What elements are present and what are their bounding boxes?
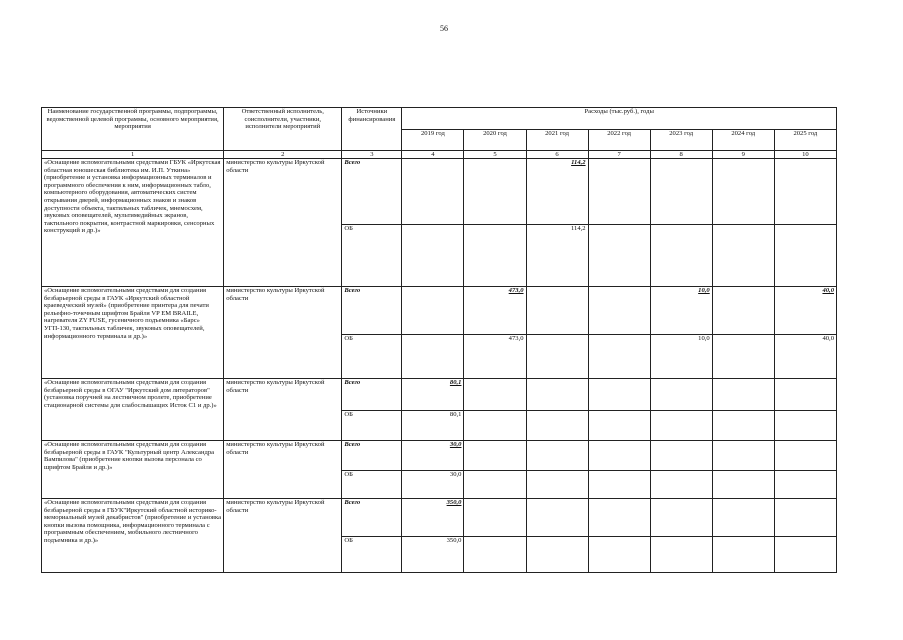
table-row — [42, 499, 837, 537]
column-number: 9 — [712, 151, 774, 159]
ob-value: 473,0 — [464, 335, 526, 379]
ob-value — [464, 225, 526, 287]
ob-value — [588, 411, 650, 441]
measure-name: «Оснащение вспомогательными средствами для создания безбарьерной среды в ОГАУ "Иркутский дом литераторов" (установка поручней на лестничном пролете, приобретение стационарной системы для слабослышащих Исток С1 и др.)» — [42, 379, 224, 441]
column-number: 5 — [464, 151, 526, 159]
header-year: 2021 год — [526, 130, 588, 151]
total-value — [464, 499, 526, 537]
source-ob-label: ОБ — [342, 471, 402, 499]
total-value: 30,0 — [402, 441, 464, 471]
column-number: 8 — [650, 151, 712, 159]
ob-value — [774, 411, 836, 441]
ob-value — [712, 411, 774, 441]
total-value — [402, 287, 464, 335]
measure-name: «Оснащение вспомогательными средствами для создания безбарьерной среды в ГАУК "Культурный центр Александра Вампилова" (приобретение кнопки вызова персонала со шрифтом Брайля и др.)» — [42, 441, 224, 499]
source-total-label: Всего — [344, 499, 361, 506]
total-value — [588, 441, 650, 471]
total-value — [774, 499, 836, 537]
total-value — [588, 379, 650, 411]
ob-value — [712, 335, 774, 379]
header-year: 2019 год — [402, 130, 464, 151]
ob-value — [650, 471, 712, 499]
total-value — [588, 159, 650, 225]
source-total-label: Всего — [344, 441, 361, 448]
total-value — [650, 441, 712, 471]
header-name: Наименование государственной программы, подпрограммы, ведомственной целевой программы, основного мероприятия, мероприятия — [42, 108, 224, 151]
header-sources: Источники финансирования — [342, 108, 402, 151]
total-value — [464, 379, 526, 411]
column-number: 2 — [224, 151, 342, 159]
total-value — [712, 379, 774, 411]
header-executor: Ответственный исполнитель, соисполнители, участники, исполнители мероприятий — [224, 108, 342, 151]
ob-value: 40,0 — [774, 335, 836, 379]
column-number: 10 — [774, 151, 836, 159]
header-year: 2024 год — [712, 130, 774, 151]
column-number: 7 — [588, 151, 650, 159]
table-row — [42, 159, 837, 225]
total-value — [526, 287, 588, 335]
header-year: 2022 год — [588, 130, 650, 151]
ob-value — [774, 537, 836, 573]
source-total-label: Всего — [344, 379, 361, 386]
total-value — [402, 159, 464, 225]
total-value: 80,1 — [402, 379, 464, 411]
ob-value — [464, 471, 526, 499]
executor: министерство культуры Иркутской области — [224, 287, 342, 379]
ob-value: 10,0 — [650, 335, 712, 379]
source-cell — [342, 287, 402, 335]
total-value — [464, 441, 526, 471]
ob-value: 350,0 — [402, 537, 464, 573]
total-value: 473,0 — [464, 287, 526, 335]
source-cell — [342, 379, 402, 411]
total-value — [774, 379, 836, 411]
total-value — [464, 159, 526, 225]
total-value — [526, 499, 588, 537]
table-body — [42, 159, 837, 573]
ob-value — [588, 335, 650, 379]
total-value — [712, 441, 774, 471]
source-ob-label: ОБ — [342, 411, 402, 441]
total-value: 350,0 — [402, 499, 464, 537]
ob-value — [402, 335, 464, 379]
header-year: 2025 год — [774, 130, 836, 151]
ob-value: 80,1 — [402, 411, 464, 441]
total-value — [650, 499, 712, 537]
total-value — [526, 441, 588, 471]
total-value — [774, 159, 836, 225]
ob-value — [712, 471, 774, 499]
table-row — [42, 379, 837, 411]
total-value: 114,2 — [526, 159, 588, 225]
source-cell — [342, 441, 402, 471]
ob-value — [588, 225, 650, 287]
ob-value — [588, 471, 650, 499]
ob-value: 114,2 — [526, 225, 588, 287]
executor: министерство культуры Иркутской области — [224, 379, 342, 441]
ob-value — [774, 225, 836, 287]
ob-value — [774, 471, 836, 499]
source-ob-label: ОБ — [342, 225, 402, 287]
executor: министерство культуры Иркутской области — [224, 441, 342, 499]
source-total-label: Всего — [344, 159, 361, 166]
total-value — [712, 287, 774, 335]
header-year: 2020 год — [464, 130, 526, 151]
ob-value — [526, 537, 588, 573]
total-value — [774, 441, 836, 471]
total-value — [650, 379, 712, 411]
total-value — [588, 287, 650, 335]
ob-value — [650, 225, 712, 287]
column-number: 1 — [42, 151, 224, 159]
ob-value — [526, 411, 588, 441]
ob-value — [588, 537, 650, 573]
source-total-label: Всего — [344, 287, 361, 294]
ob-value — [464, 537, 526, 573]
ob-value — [526, 335, 588, 379]
total-value — [712, 159, 774, 225]
table-row — [42, 287, 837, 335]
budget-table — [41, 107, 837, 573]
measure-name: «Оснащение вспомогательными средствами для создания безбарьерной среды в ГБУК"Иркутский областной историко-мемориальный музей декабристов" (приобретение и установка кнопки вызова помощника, информационного терминала с программным обеспечением, мобильного лестничного подъемника и др.)» — [42, 499, 224, 573]
source-ob-label: ОБ — [342, 537, 402, 573]
total-value — [588, 499, 650, 537]
source-ob-label: ОБ — [342, 335, 402, 379]
column-number: 6 — [526, 151, 588, 159]
page-number: 56 — [440, 24, 448, 33]
executor: министерство культуры Иркутской области — [224, 159, 342, 287]
measure-name: «Оснащение вспомогательными средствами для создания безбарьерной среды в ГАУК «Иркутский областной краеведческий музей» (приобретение принтера для печати рельефно-точечным шрифтом Брайля VP EM BRAILE, нагревателя ZY FUSE, гусеничного подъемника «Барс» УГП-130, тактильных табличек, звуковых оповещателей, информационного терминала и др.)» — [42, 287, 224, 379]
ob-value — [712, 537, 774, 573]
total-value — [650, 159, 712, 225]
ob-value — [650, 411, 712, 441]
total-value: 10,0 — [650, 287, 712, 335]
header-expenses: Расходы (тыс.руб.), годы — [402, 108, 837, 130]
header-year: 2023 год — [650, 130, 712, 151]
source-cell — [342, 159, 402, 225]
total-value — [712, 499, 774, 537]
total-value: 40,0 — [774, 287, 836, 335]
measure-name: «Оснащение вспомогательными средствами ГБУК «Иркутская областная юношеская библиотека им. И.П. Уткина» (приобретение и установка информационных терминалов и программного обеспечения к ним, информационных табло, компьютерного оборудования, автоматических систем открывания дверей, информационных знаков и знаков доступности объекта, тактильных табличек, мнемосхем, звуковых оповещателей, мультимедийных экранов, тактильного покрытия, контрастной маркировки, сенсорных конструкций и др.)» — [42, 159, 224, 287]
table-row — [42, 441, 837, 471]
ob-value — [712, 225, 774, 287]
total-value — [526, 379, 588, 411]
ob-value: 30,0 — [402, 471, 464, 499]
ob-value — [464, 411, 526, 441]
ob-value — [402, 225, 464, 287]
column-number: 4 — [402, 151, 464, 159]
source-cell — [342, 499, 402, 537]
ob-value — [526, 471, 588, 499]
ob-value — [650, 537, 712, 573]
executor: министерство культуры Иркутской области — [224, 499, 342, 573]
column-number: 3 — [342, 151, 402, 159]
